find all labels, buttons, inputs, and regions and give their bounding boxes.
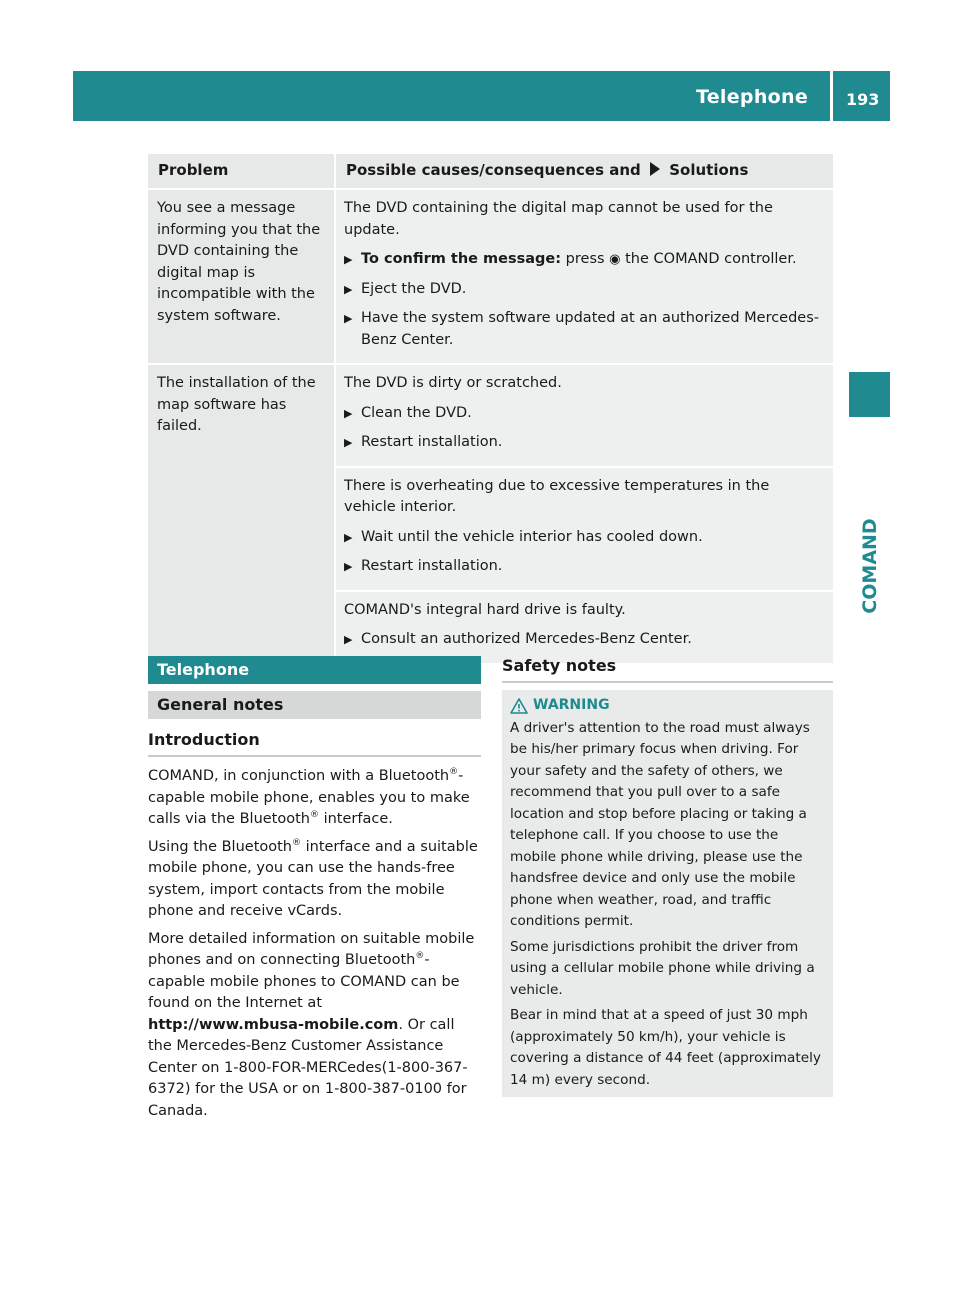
text-run: -capable mobile phone, enables you to make calls via the Bluetooth bbox=[148, 768, 470, 827]
step-arrow-icon: ▶ bbox=[344, 282, 353, 296]
subsection-title-general-notes: General notes bbox=[148, 691, 481, 719]
step-text: Eject the DVD. bbox=[361, 280, 467, 297]
paragraph bbox=[148, 766, 481, 831]
step-item bbox=[344, 279, 825, 301]
text-run: More detailed information on suitable mobile phones and on connecting Bluetooth bbox=[148, 930, 475, 968]
registered-mark: ® bbox=[292, 837, 301, 848]
step-arrow-icon: ▶ bbox=[344, 253, 353, 266]
step-arrow-icon: ▶ bbox=[344, 530, 353, 544]
heading-safety-notes: Safety notes bbox=[502, 656, 833, 683]
problem-cell: You see a message informing you that the DVD containing the digital map is incompatible with the system software. bbox=[148, 190, 336, 365]
text-run: interface and a suitable mobile phone, you can use the hands-free system, import contacts from the mobile phone and receive vCards. bbox=[148, 838, 478, 919]
text-run: COMAND, in conjunction with a Bluetooth bbox=[148, 768, 450, 784]
warning-paragraph: A driver's attention to the road must always be his/her primary focus when driving. For your safety and the safety of others, we recommend that you pull over to a safe location and stop before placing or taking a telephone call. If you choose to use the mobile phone while driving, please use the handsfree device and only use the mobile phone when weather, road, and traffic conditions permit. bbox=[510, 719, 810, 929]
text-run: . Or call the Mercedes-Benz Customer Assistance Center on 1-800-FOR-MERCedes(1-800-367-6372) for the USA or on 1-800-387-0100 for Canada. bbox=[148, 1016, 468, 1119]
warning-title bbox=[510, 695, 826, 717]
table-row bbox=[148, 365, 833, 468]
step-item bbox=[344, 527, 825, 549]
solution-cell bbox=[336, 190, 833, 365]
step-text: Have the system software updated at an authorized Mercedes-Benz Center. bbox=[361, 310, 820, 348]
table-row bbox=[148, 190, 833, 365]
step-bold-label: To confirm the message: bbox=[361, 251, 562, 267]
warning-title-text: WARNING bbox=[533, 697, 610, 713]
page-number: 193 bbox=[846, 90, 880, 109]
side-tab-label: COMAND bbox=[859, 518, 881, 614]
registered-mark: ® bbox=[415, 951, 425, 962]
step-text: Restart installation. bbox=[361, 558, 503, 574]
controller-press-icon: ◉ bbox=[609, 252, 621, 267]
header-divider bbox=[830, 71, 833, 121]
column-header-problem: Problem bbox=[148, 154, 336, 190]
step-text: Consult an authorized Mercedes-Benz Center. bbox=[361, 631, 692, 647]
cause-text: COMAND's integral hard drive is faulty. bbox=[344, 601, 626, 618]
side-tab-marker bbox=[849, 372, 890, 417]
step-text: Wait until the vehicle interior has cooled down. bbox=[361, 528, 703, 545]
heading-introduction: Introduction bbox=[148, 730, 481, 757]
step-item bbox=[344, 403, 825, 425]
step-item bbox=[344, 432, 825, 454]
step-text bbox=[361, 249, 825, 271]
step-item bbox=[344, 249, 825, 271]
step-item bbox=[344, 556, 825, 578]
registered-mark: ® bbox=[449, 767, 459, 778]
warning-box bbox=[502, 690, 833, 1097]
step-arrow-icon: ▶ bbox=[344, 312, 353, 325]
solution-cell bbox=[336, 365, 833, 468]
step-arrow-icon: ▶ bbox=[344, 406, 353, 420]
cause-text: There is overheating due to excessive temperatures in the vehicle interior. bbox=[344, 477, 770, 515]
warning-triangle-icon bbox=[510, 698, 528, 714]
introduction-text bbox=[148, 766, 481, 1128]
paragraph bbox=[148, 929, 481, 1123]
warning-paragraph: Bear in mind that at a speed of just 30 mph (approximately 50 km/h), your vehicle is covering a distance of 44 feet (approximately 14 m) every second. bbox=[510, 1007, 821, 1088]
step-item bbox=[344, 308, 825, 351]
solution-cell bbox=[336, 592, 833, 665]
column-header-solutions-suffix: Solutions bbox=[669, 161, 749, 180]
step-text-part: the COMAND controller. bbox=[620, 251, 797, 267]
step-text: Clean the DVD. bbox=[361, 404, 472, 421]
step-arrow-icon: ▶ bbox=[344, 633, 353, 646]
cause-text: The DVD containing the digital map cannot be used for the update. bbox=[344, 200, 773, 238]
text-run: Using the Bluetooth bbox=[148, 838, 292, 855]
column-header-solutions bbox=[336, 154, 833, 190]
page-title: Telephone bbox=[696, 86, 809, 108]
paragraph bbox=[148, 837, 481, 923]
section-title-telephone: Telephone bbox=[148, 656, 481, 684]
text-run: interface. bbox=[318, 811, 393, 827]
troubleshooting-table bbox=[148, 154, 833, 665]
mbusa-mobile-link[interactable]: http://www.mbusa-mobile.com bbox=[148, 1016, 399, 1033]
warning-paragraph: Some jurisdictions prohibit the driver from using a cellular mobile phone while driving a vehicle. bbox=[510, 938, 815, 998]
solution-cell bbox=[336, 468, 833, 592]
step-arrow-icon: ▶ bbox=[344, 560, 353, 573]
step-text-part: press bbox=[561, 251, 610, 267]
step-text: Restart installation. bbox=[361, 434, 503, 450]
registered-mark: ® bbox=[309, 810, 319, 821]
text-run: -capable mobile phones to COMAND can be found on the Internet at bbox=[148, 952, 460, 1011]
arrow-right-icon bbox=[649, 162, 661, 176]
table-header-row bbox=[148, 154, 833, 190]
step-arrow-icon: ▶ bbox=[344, 436, 353, 449]
problem-cell: The installation of the map software has failed. bbox=[148, 365, 336, 665]
step-item bbox=[344, 629, 825, 651]
column-header-solutions-text: Possible causes/consequences and bbox=[346, 161, 641, 180]
cause-text: The DVD is dirty or scratched. bbox=[344, 375, 562, 391]
